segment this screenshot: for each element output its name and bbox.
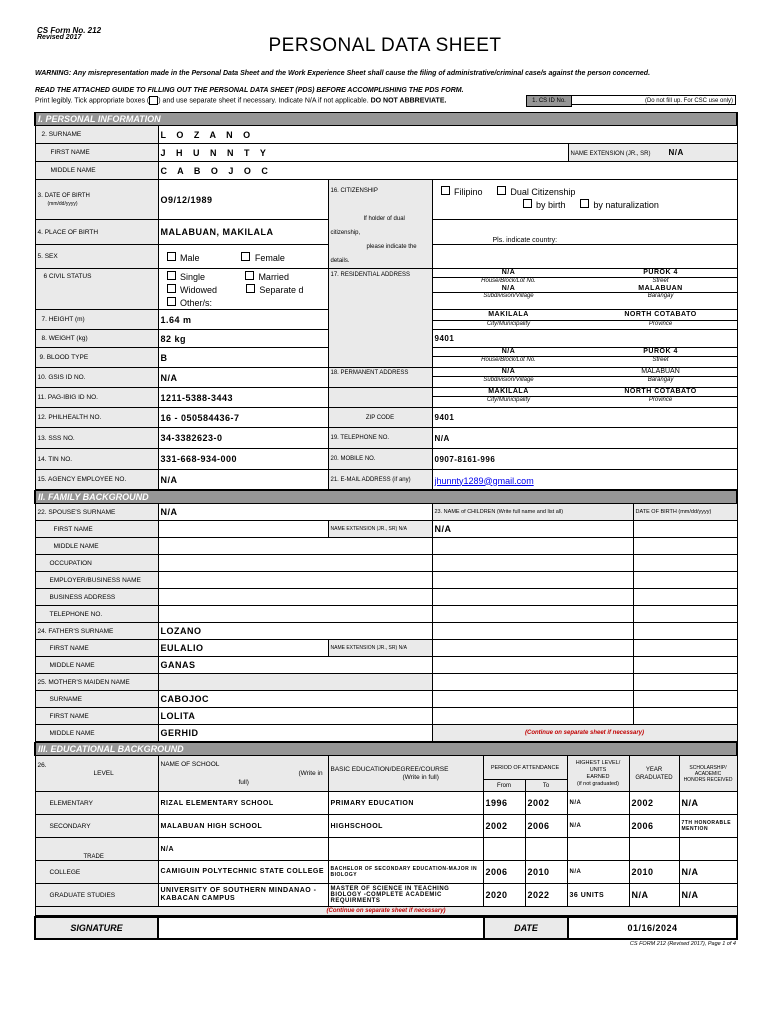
civil-status-label: 6 CIVIL STATUS <box>35 269 158 310</box>
name-extension-label: NAME EXTENSION (JR., SR) <box>570 151 651 157</box>
education-year[interactable]: 2002 <box>629 792 679 815</box>
separated-checkbox[interactable] <box>246 284 255 293</box>
period-header: PERIOD OF ATTENDANCE <box>483 756 567 780</box>
res-zip-field[interactable]: 9401 <box>432 330 737 348</box>
tick-box-sample <box>149 96 158 105</box>
res-province-label: Province <box>585 320 737 328</box>
child-5-dob-field[interactable] <box>633 589 737 606</box>
height-field[interactable]: 1.64 m <box>158 310 328 330</box>
residential-address-label-text: 17. RESIDENTIAL ADDRESS <box>330 272 410 278</box>
name-extension-cell[interactable] <box>568 144 737 162</box>
education-from[interactable]: 2002 <box>483 815 525 838</box>
mother-first-name-field[interactable]: LOLITA <box>158 708 432 725</box>
res-house-label: House/Block/Lot No. <box>433 277 585 285</box>
res-house-field[interactable]: N/A <box>501 269 516 277</box>
child-3-field[interactable] <box>432 555 633 572</box>
others-label: Other/s: <box>179 297 212 308</box>
sex-label: 5. SEX <box>35 245 158 269</box>
dual-note-1: If holder of dual citizenship, <box>330 216 405 236</box>
education-to[interactable]: 2022 <box>525 884 567 907</box>
signature-field[interactable] <box>158 917 484 939</box>
education-row <box>35 815 737 838</box>
perm-city-label: City/Municipality <box>433 396 585 404</box>
spouse-middle-name-field[interactable] <box>158 538 432 555</box>
father-first-name-label: FIRST NAME <box>35 640 158 657</box>
permanent-address-lines <box>433 348 737 364</box>
education-school[interactable]: UNIVERSITY OF SOUTHERN MINDANAO -KABACAN CAMPUS <box>158 884 328 907</box>
education-to[interactable]: 2010 <box>525 861 567 884</box>
spouse-first-name-field[interactable] <box>158 521 328 538</box>
perm-barangay-field[interactable]: MALABUAN <box>641 368 680 376</box>
children-label: 23. NAME of CHILDREN (Write full name and list all) <box>432 504 633 521</box>
course-header: BASIC EDUCATION/DEGREE/COURSE <box>330 765 449 773</box>
telephone-no-label: TELEPHONE NO. <box>35 606 158 623</box>
res-barangay-label: Barangay <box>585 293 737 301</box>
occupation-field[interactable] <box>158 555 432 572</box>
child-10-field[interactable] <box>432 674 633 691</box>
residential-address-label <box>328 269 432 368</box>
philhealth-label: 12. PHILHEALTH NO. <box>35 408 158 428</box>
perm-city-field[interactable]: MAKILALA <box>488 388 529 396</box>
father-surname-label: 24. FATHER'S SURNAME <box>35 623 158 640</box>
dual-citizenship-label: Dual Citizenship <box>510 187 576 197</box>
naturalization-label: by naturalization <box>593 200 659 210</box>
father-middle-name-field[interactable]: GANAS <box>158 657 432 674</box>
form-number: CS Form No. 212 <box>37 26 102 35</box>
education-level: GRADUATE STUDIES <box>35 884 158 907</box>
child-4-dob-field[interactable] <box>633 572 737 589</box>
education-school[interactable]: MALABUAN HIGH SCHOOL <box>158 815 328 838</box>
education-year[interactable]: 2006 <box>629 815 679 838</box>
cs-id-note: (Do not fill up. For CSC use only) <box>571 95 736 105</box>
education-highest[interactable]: N/A <box>567 861 629 884</box>
agency-employee-field[interactable]: N/A <box>158 470 328 490</box>
filipino-label: Filipino <box>453 187 483 197</box>
dob-format: (mm/dd/yyyy) <box>47 200 78 207</box>
by-birth-checkbox[interactable] <box>523 199 532 208</box>
education-from[interactable]: 2020 <box>483 884 525 907</box>
business-address-field[interactable] <box>158 589 432 606</box>
child-5-field[interactable] <box>432 589 633 606</box>
signature-table <box>34 916 738 940</box>
res-street-field[interactable]: PUROK 4 <box>643 269 678 277</box>
perm-province-label: Province <box>585 396 737 404</box>
education-from[interactable] <box>483 838 525 861</box>
mother-first-name-label: FIRST NAME <box>35 708 158 725</box>
child-6-field[interactable] <box>432 606 633 623</box>
res-subdiv-field[interactable]: N/A <box>501 284 516 292</box>
children-dob-label: DATE OF BIRTH (mm/dd/yyyy) <box>633 504 737 521</box>
res-city-field[interactable]: MAKILALA <box>488 311 529 319</box>
occupation-label: OCCUPATION <box>35 555 158 572</box>
form-revision: Revised 2017 <box>37 34 82 41</box>
permanent-barangay-lines <box>433 368 737 384</box>
email-label: 21. E-MAIL ADDRESS (if any) <box>328 470 432 490</box>
residential-address-lines <box>433 269 737 300</box>
spouse-name-ext-label: NAME EXTENSION (JR., SR) <box>330 526 398 532</box>
perm-street-field[interactable]: PUROK 4 <box>643 348 678 356</box>
cs-id-label: 1. CS ID No. <box>526 95 572 107</box>
print-instructions <box>35 96 446 105</box>
child-12-dob-field[interactable] <box>633 708 737 725</box>
first-name-label: FIRST NAME <box>35 144 158 162</box>
education-row <box>35 861 737 884</box>
father-name-ext-value: N/A <box>398 645 407 651</box>
education-honors[interactable]: N/A <box>679 861 737 884</box>
sss-label: 13. SSS NO. <box>35 428 158 449</box>
from-header: From <box>483 780 525 792</box>
print-instructions-c: DO NOT ABBREVIATE. <box>370 97 447 105</box>
sss-field[interactable]: 34-3382623-0 <box>158 428 328 449</box>
education-honors[interactable]: 7TH HONORABLE MENTION <box>679 815 737 838</box>
widowed-checkbox[interactable] <box>167 284 176 293</box>
business-address-label: BUSINESS ADDRESS <box>35 589 158 606</box>
education-honors[interactable]: N/A <box>679 884 737 907</box>
child-9-dob-field[interactable] <box>633 657 737 674</box>
perm-subdiv-field[interactable]: N/A <box>501 368 516 376</box>
education-level: COLLEGE <box>35 861 158 884</box>
blood-type-label: 9. BLOOD TYPE <box>35 348 158 368</box>
first-name-field[interactable]: J H U N N T Y <box>158 144 568 162</box>
pagibig-label: 11. PAG-IBIG ID NO. <box>35 388 158 408</box>
res-province-field[interactable]: NORTH COTABATO <box>624 311 697 319</box>
child-1-field[interactable]: N/A <box>432 521 633 538</box>
surname-field[interactable]: L O Z A N O <box>158 126 737 144</box>
education-from[interactable]: 2006 <box>483 861 525 884</box>
father-surname-field[interactable]: LOZANO <box>158 623 432 640</box>
family-continue-note: (Continue on separate sheet if necessary) <box>432 725 737 742</box>
spouse-telephone-field[interactable] <box>158 606 432 623</box>
education-highest[interactable] <box>567 838 629 861</box>
place-of-birth-label: 4. PLACE OF BIRTH <box>35 220 158 245</box>
education-highest[interactable]: N/A <box>567 815 629 838</box>
male-checkbox[interactable] <box>167 252 176 261</box>
tin-field[interactable]: 331-668-934-000 <box>158 449 328 470</box>
res-barangay-field[interactable]: MALABUAN <box>638 284 683 292</box>
perm-zip-field[interactable]: 9401 <box>432 408 737 428</box>
educational-background-table <box>34 742 738 916</box>
education-highest[interactable]: 36 UNITS <box>567 884 629 907</box>
warning-text: WARNING: Any misrepresentation made in the Personal Data Sheet and the Work Experience Sheet shall cause the filing of administrative/criminal case/s against the person concerned. <box>35 70 651 77</box>
surname-label: 2. SURNAME <box>35 126 158 144</box>
spouse-surname-field[interactable]: N/A <box>158 504 432 521</box>
education-to[interactable]: 2002 <box>525 792 567 815</box>
permanent-city-lines <box>433 388 737 404</box>
dual-note-2: please indicate the details. <box>330 244 417 264</box>
middle-name-label: MIDDLE NAME <box>35 162 158 180</box>
education-continue-note: (Continue on separate sheet if necessary) <box>35 907 737 916</box>
year-header-1: YEAR <box>645 766 663 773</box>
education-from[interactable]: 1996 <box>483 792 525 815</box>
telephone-label: 19. TELEPHONE NO. <box>328 428 432 449</box>
child-2-field[interactable] <box>432 538 633 555</box>
child-12-field[interactable] <box>432 708 633 725</box>
education-row <box>35 838 737 861</box>
child-7-dob-field[interactable] <box>633 623 737 640</box>
place-of-birth-field[interactable]: MALABUAN, MAKILALA <box>158 220 328 245</box>
father-first-name-field[interactable]: EULALIO <box>158 640 328 657</box>
course-write: (Write in full) <box>402 773 439 781</box>
spouse-middle-name-label: MIDDLE NAME <box>35 538 158 555</box>
section-education-heading: III. EDUCATIONAL BACKGROUND <box>35 743 737 756</box>
education-to[interactable]: 2006 <box>525 815 567 838</box>
father-name-ext-label: NAME EXTENSION (JR., SR) <box>330 645 398 651</box>
tin-label: 14. TIN NO. <box>35 449 158 470</box>
form-footer: CS FORM 212 (Revised 2017), Page 1 of 4 <box>629 941 736 947</box>
name-extension-value: N/A <box>668 148 684 157</box>
dob-field[interactable]: O9/12/1989 <box>158 180 328 220</box>
residential-city-lines <box>433 310 737 328</box>
highest-header-2: EARNED <box>586 773 610 780</box>
child-9-field[interactable] <box>432 657 633 674</box>
spouse-name-ext-value: N/A <box>398 526 407 532</box>
education-number: 26. <box>37 762 47 769</box>
child-8-dob-field[interactable] <box>633 640 737 657</box>
education-level: SECONDARY <box>35 815 158 838</box>
child-2-dob-field[interactable] <box>633 538 737 555</box>
education-honors[interactable]: N/A <box>679 792 737 815</box>
signature-label: SIGNATURE <box>35 917 158 939</box>
telephone-field[interactable]: N/A <box>432 428 737 449</box>
education-school[interactable]: N/A <box>158 838 328 861</box>
perm-zip-label: ZIP CODE <box>328 408 432 428</box>
dob-number: 3. <box>37 191 43 199</box>
employer-field[interactable] <box>158 572 432 589</box>
single-checkbox[interactable] <box>167 271 176 280</box>
education-row <box>35 884 737 907</box>
mobile-field[interactable]: 0907-8161-996 <box>432 449 737 470</box>
honors-header-2: HONORS RECEIVED <box>683 776 733 783</box>
section-family-heading: II. FAMILY BACKGROUND <box>35 491 737 504</box>
filipino-checkbox[interactable] <box>441 186 450 195</box>
personal-information-table <box>34 112 738 490</box>
school-write-a: (Write in <box>298 770 323 777</box>
guide-text: READ THE ATTACHED GUIDE TO FILLING OUT THE PERSONAL DATA SHEET (PDS) BEFORE ACCOMPLISHING THE PDS FORM. <box>35 87 464 94</box>
education-course[interactable]: HIGHSCHOOL <box>328 815 483 838</box>
country-field[interactable] <box>432 245 737 269</box>
child-4-field[interactable] <box>432 572 633 589</box>
education-course[interactable]: PRIMARY EDUCATION <box>328 792 483 815</box>
mother-surname-field[interactable]: CABOJOC <box>158 691 432 708</box>
year-header-2: GRADUATED <box>635 774 673 781</box>
spouse-first-name-label: FIRST NAME <box>35 521 158 538</box>
education-to[interactable] <box>525 838 567 861</box>
dual-citizenship-checkbox[interactable] <box>497 186 506 195</box>
to-header: To <box>525 780 567 792</box>
education-course[interactable]: BACHELOR OF SECONDARY EDUCATION-MAJOR IN BIOLOGY <box>328 861 483 884</box>
employer-label: EMPLOYER/BUSINESS NAME <box>35 572 158 589</box>
school-header: NAME OF SCHOOL <box>160 761 220 768</box>
female-label: Female <box>254 252 285 263</box>
mother-maiden-name-label: 25. MOTHER'S MAIDEN NAME <box>35 674 158 691</box>
res-subdiv-label: Subdivision/Village <box>433 293 585 301</box>
mother-surname-label: SURNAME <box>35 691 158 708</box>
pds-page <box>34 26 736 947</box>
by-birth-label: by birth <box>535 200 566 210</box>
education-level: ELEMENTARY <box>35 792 158 815</box>
mother-middle-name-field[interactable]: GERHID <box>158 725 432 742</box>
family-background-table <box>34 490 738 742</box>
weight-label: 8. WEIGHT (kg) <box>35 330 158 348</box>
mobile-label: 20. MOBILE NO. <box>328 449 432 470</box>
father-middle-name-label: MIDDLE NAME <box>35 657 158 674</box>
separated-label: Separate d <box>259 284 304 295</box>
gsis-field[interactable]: N/A <box>158 368 328 388</box>
single-label: Single <box>179 271 205 282</box>
education-level: TRADE <box>35 838 158 861</box>
honors-header-1: SCHOLARSHIP/ ACADEMIC <box>689 764 727 777</box>
height-label: 7. HEIGHT (m) <box>35 310 158 330</box>
date-label: DATE <box>484 917 568 939</box>
male-label: Male <box>179 252 200 263</box>
education-year[interactable] <box>629 838 679 861</box>
dob-label: DATE OF BIRTH <box>44 192 90 199</box>
education-school[interactable]: CAMIGUIN POLYTECHNIC STATE COLLEGE <box>158 861 328 884</box>
education-year[interactable]: N/A <box>629 884 679 907</box>
citizenship-label: 16. CITIZENSHIP <box>330 188 378 194</box>
form-header <box>34 26 736 112</box>
date-field[interactable]: 01/16/2024 <box>568 917 737 939</box>
education-honors[interactable] <box>679 838 737 861</box>
child-11-field[interactable] <box>432 691 633 708</box>
email-link[interactable]: jhunnty1289@gmail.com <box>434 475 534 486</box>
weight-field[interactable]: 82 kg <box>158 330 328 348</box>
print-instructions-b: ) and use separate sheet if necessary. Indicate N/A if not applicable. <box>158 97 369 105</box>
highest-header-3: (if not graduated) <box>577 780 619 787</box>
print-instructions-a: Print legibly. Tick appropriate boxes ( <box>35 97 150 105</box>
res-street-label: Street <box>585 277 737 285</box>
education-year[interactable]: 2010 <box>629 861 679 884</box>
education-highest[interactable]: N/A <box>567 792 629 815</box>
pagibig-field[interactable]: 1211-5388-3443 <box>158 388 328 408</box>
female-checkbox[interactable] <box>241 252 250 261</box>
school-write-b: full) <box>238 779 249 786</box>
married-label: Married <box>258 271 289 282</box>
agency-employee-label: 15. AGENCY EMPLOYEE NO. <box>35 470 158 490</box>
education-school[interactable]: RIZAL ELEMENTARY SCHOOL <box>158 792 328 815</box>
child-1-dob-field[interactable] <box>633 521 737 538</box>
section-personal-heading: I. PERSONAL INFORMATION <box>35 113 737 126</box>
child-11-dob-field[interactable] <box>633 691 737 708</box>
highest-header-1: HIGHEST LEVEL/ UNITS <box>575 759 621 773</box>
permanent-address-label: 18. PERMANENT ADDRESS <box>328 368 432 388</box>
country-note: Pls. indicate country: <box>432 220 737 245</box>
child-7-field[interactable] <box>432 623 633 640</box>
perm-house-label: House/Block/Lot No. <box>433 356 585 364</box>
education-course[interactable] <box>328 838 483 861</box>
email-field[interactable] <box>432 470 737 490</box>
philhealth-field[interactable]: 16 - 050584436-7 <box>158 408 328 428</box>
widowed-label: Widowed <box>179 284 217 295</box>
child-10-dob-field[interactable] <box>633 674 737 691</box>
res-city-label: City/Municipality <box>433 320 585 328</box>
naturalization-checkbox[interactable] <box>580 199 589 208</box>
others-checkbox[interactable] <box>167 297 176 306</box>
child-6-dob-field[interactable] <box>633 606 737 623</box>
perm-province-field[interactable]: NORTH COTABATO <box>624 388 697 396</box>
middle-name-field[interactable]: C A B O J O C <box>158 162 737 180</box>
married-checkbox[interactable] <box>245 271 254 280</box>
spouse-surname-label: 22. SPOUSE'S SURNAME <box>35 504 158 521</box>
education-row <box>35 792 737 815</box>
education-course[interactable]: MASTER OF SCIENCE IN TEACHING BIOLOGY -COMPLETE ACADEMIC REQUIRMENTS <box>328 884 483 907</box>
perm-subdiv-label: Subdivision/Village <box>433 376 585 384</box>
gsis-label: 10. GSIS ID NO. <box>35 368 158 388</box>
perm-barangay-label: Barangay <box>585 376 737 384</box>
child-8-field[interactable] <box>432 640 633 657</box>
perm-house-field[interactable]: N/A <box>501 348 516 356</box>
level-header: LEVEL <box>93 770 114 777</box>
perm-street-label: Street <box>585 356 737 364</box>
page-title: PERSONAL DATA SHEET <box>268 35 502 56</box>
mother-middle-name-label: MIDDLE NAME <box>35 725 158 742</box>
child-3-dob-field[interactable] <box>633 555 737 572</box>
blood-type-field[interactable]: B <box>158 348 328 368</box>
